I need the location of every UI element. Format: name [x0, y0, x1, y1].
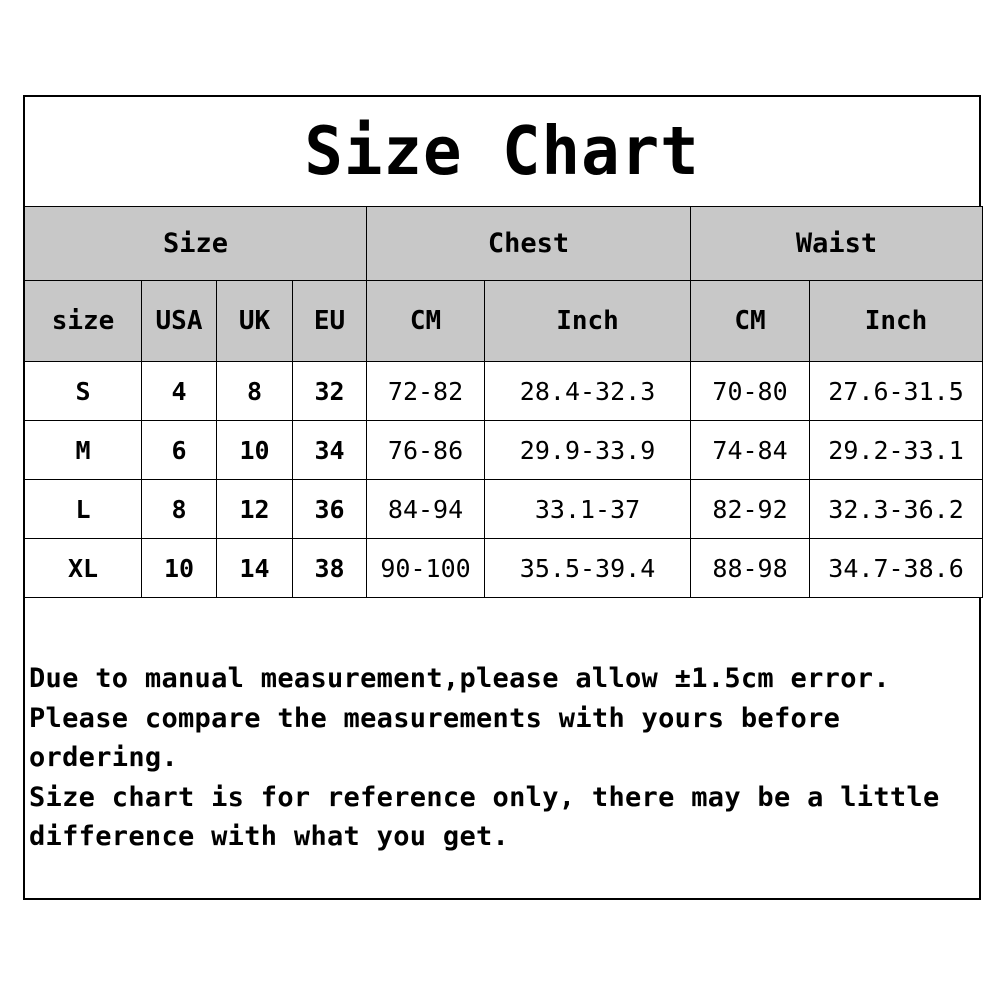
size-table: [24, 206, 983, 598]
column-header: size: [25, 281, 142, 362]
table-cell: 82-92: [691, 480, 810, 539]
column-header-row: [25, 281, 983, 362]
table-cell: 6: [142, 421, 217, 480]
note-measurement-error: Due to manual measurement,please allow ±1.5cm error.: [29, 663, 890, 694]
title-band: [25, 97, 979, 207]
table-cell: 35.5-39.4: [485, 539, 691, 598]
group-header-row: [25, 207, 983, 281]
size-chart-card: [23, 95, 981, 900]
column-header: Inch: [485, 281, 691, 362]
table-cell: 34.7-38.6: [810, 539, 983, 598]
table-cell: 29.2-33.1: [810, 421, 983, 480]
table-cell: 10: [142, 539, 217, 598]
group-header-size: Size: [25, 207, 367, 281]
table-row: [25, 362, 983, 421]
page-title: Size Chart: [304, 113, 700, 191]
table-cell: XL: [25, 539, 142, 598]
table-cell: 28.4-32.3: [485, 362, 691, 421]
table-cell: 32.3-36.2: [810, 480, 983, 539]
table-cell: 72-82: [367, 362, 485, 421]
group-header-waist: Waist: [691, 207, 983, 281]
table-cell: L: [25, 480, 142, 539]
table-cell: 4: [142, 362, 217, 421]
column-header: USA: [142, 281, 217, 362]
table-cell: 84-94: [367, 480, 485, 539]
table-cell: 36: [293, 480, 367, 539]
column-header: UK: [217, 281, 293, 362]
table-cell: 76-86: [367, 421, 485, 480]
table-cell: 70-80: [691, 362, 810, 421]
table-cell: S: [25, 362, 142, 421]
column-header: EU: [293, 281, 367, 362]
group-header-chest: Chest: [367, 207, 691, 281]
table-cell: 8: [142, 480, 217, 539]
table-cell: 8: [217, 362, 293, 421]
note-compare-measurements: Please compare the measurements with yours before ordering.: [29, 702, 857, 773]
table-cell: 88-98: [691, 539, 810, 598]
column-header: CM: [691, 281, 810, 362]
table-row: [25, 480, 983, 539]
table-cell: 29.9-33.9: [485, 421, 691, 480]
table-cell: M: [25, 421, 142, 480]
column-header: Inch: [810, 281, 983, 362]
table-cell: 10: [217, 421, 293, 480]
table-row: [25, 421, 983, 480]
measurement-notes: [29, 659, 975, 857]
note-reference-only: Size chart is for reference only, there may be a little difference with what you get.: [29, 781, 957, 852]
table-cell: 33.1-37: [485, 480, 691, 539]
table-cell: 90-100: [367, 539, 485, 598]
table-cell: 34: [293, 421, 367, 480]
table-cell: 12: [217, 480, 293, 539]
table-cell: 32: [293, 362, 367, 421]
column-header: CM: [367, 281, 485, 362]
table-cell: 14: [217, 539, 293, 598]
table-cell: 27.6-31.5: [810, 362, 983, 421]
table-cell: 74-84: [691, 421, 810, 480]
table-row: [25, 539, 983, 598]
table-cell: 38: [293, 539, 367, 598]
